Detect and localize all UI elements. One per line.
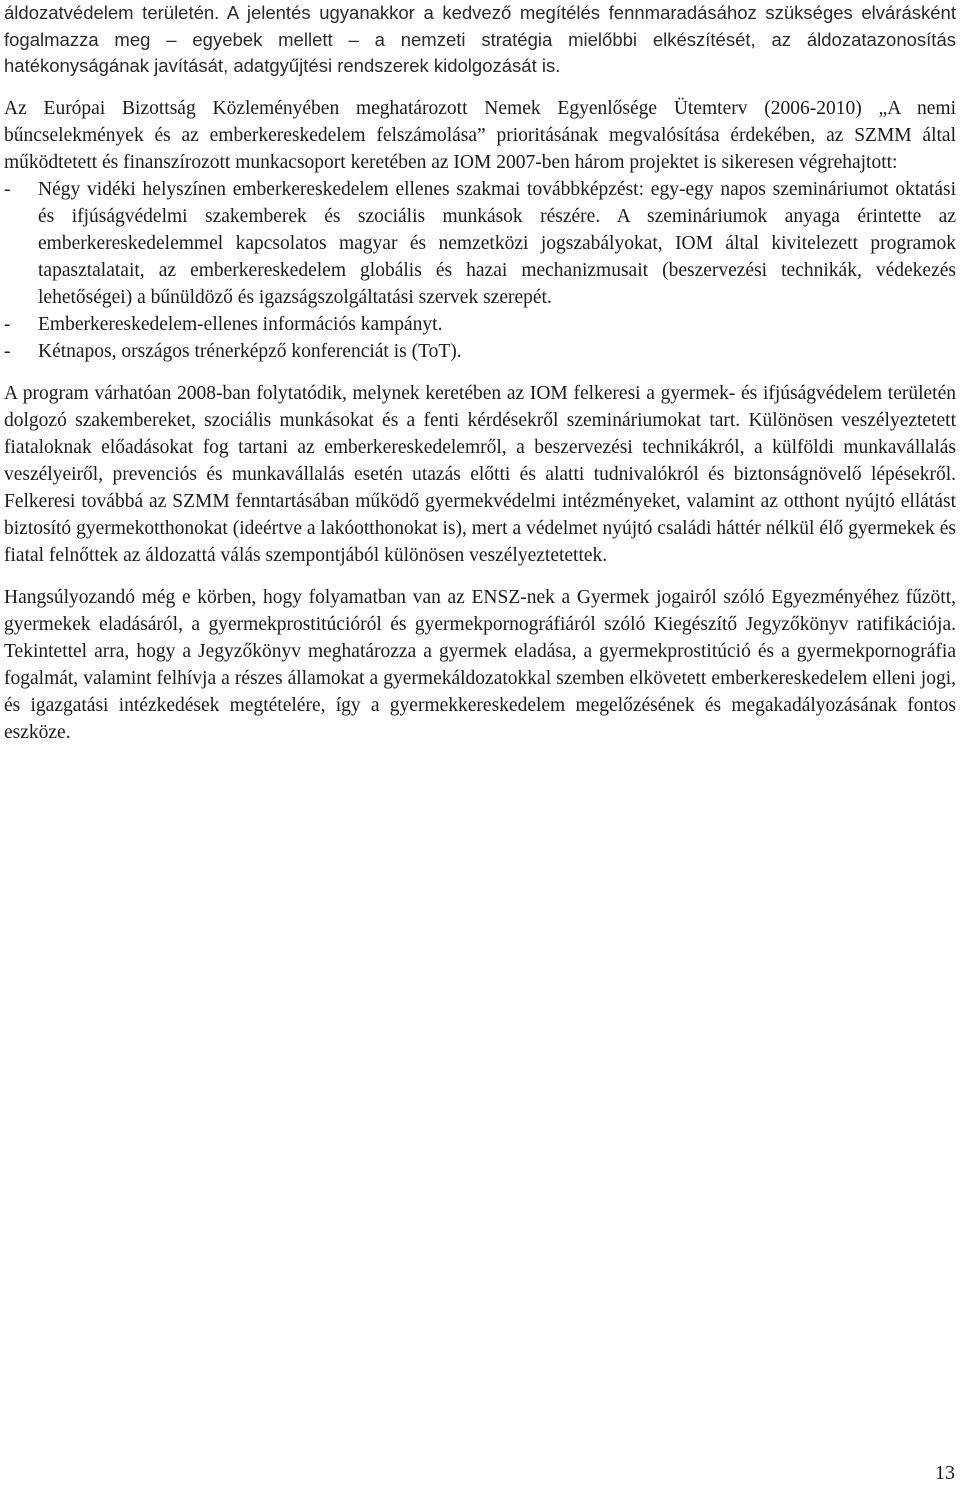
list-dash: - <box>4 340 11 362</box>
list-item <box>4 338 956 365</box>
paragraph-program-2008: A program várhatóan 2008-ban folytatódik, melynek keretében az IOM felkeresi a gyermek- és ifjúságvédelem területén dolgozó szakembereket, szociális munkásokat és a fenti kérdésekről szemináriumokat tart. Különösen veszélyeztetett fiataloknak előadásokat fog tartani az emberkereskedelemről, a beszervezési technikákról, a külföldi munkavállalás veszélyeiről, prevenciós és munkavállalás esetén utazás előtti és alatti tudnivalókról és biztonságnövelő lépésekről. Felkeresi továbbá az SZMM fenntartásában működő gyermekvédelmi intézményeket, valamint az otthont nyújtó ellátást biztosító gyermekotthonokat (ideértve a lakóotthonokat is), mert a védelmet nyújtó családi háttér nélkül élő gyermekek és fiatal felnőttek az áldozattá válás szempontjából különösen veszélyeztetettek. <box>4 382 956 566</box>
document-page <box>4 0 956 746</box>
list-item <box>4 176 956 311</box>
paragraph-gender-equality-roadmap: Az Európai Bizottság Közleményében meghatározott Nemek Egyenlősége Ütemterv (2006-2010) „A nemi bűncselekmények és az emberkereskedelem felszámolása” prioritásának megvalósítása érdekében, az SZMM által működtetett és finanszírozott munkacsoport keretében az IOM 2007-ben három projektet is sikeresen végrehajtott: <box>4 97 956 173</box>
paragraph-un-protocol: Hangsúlyozandó még e körben, hogy folyamatban van az ENSZ-nek a Gyermek jogairól szóló Egyezményéhez fűzött, gyermekek eladásáról, a gyermekprostitúcióról és gyermekpornográfiáról szóló Kiegészítő Jegyzőkönyv ratifikációja. Tekintettel arra, hogy a Jegyzőkönyv meghatározza a gyermek eladása, a gyermekprostitúció és a gyermekpornográfia fogalmát, valamint felhívja a részes államokat a gyermekáldozatokkal szemben elkövetett emberkereskedelem elleni jogi, és igazgatási intézkedések megtételére, így a gyermekkereskedelem megelőzésének és megakadályozásának fontos eszköze. <box>4 586 956 743</box>
page-number: 13 <box>935 1462 955 1484</box>
list-item-text: Kétnapos, országos trénerképző konferenciát is (ToT). <box>38 340 462 362</box>
project-list <box>4 176 956 365</box>
list-item-text: Négy vidéki helyszínen emberkereskedelem ellenes szakmai továbbképzést: egy-egy napos szemináriumot oktatási és ifjúságvédelmi szakemberek és szociális munkások részére. A szemináriumok anyaga érintette az emberkereskedelemmel kapcsolatos magyar és nemzetközi jogszabályokat, IOM által kivitelezett programok tapasztalatait, az emberkereskedelem globális és hazai mechanizmusait (beszervezési technikák, védekezés lehetőségei) a bűnüldöző és igazságszolgáltatási szervek szerepét. <box>38 178 956 308</box>
list-item-text: Emberkereskedelem-ellenes információs kampányt. <box>38 313 443 335</box>
list-item <box>4 311 956 338</box>
intro-paragraph: áldozatvédelem területén. A jelentés ugyanakkor a kedvező megítélés fennmaradásához szükséges elvárásként fogalmazza meg – egyebek mellett – a nemzeti stratégia mielőbbi elkészítését, az áldozatazonosítás hatékonyságának javítását, adatgyűjtési rendszerek kidolgozását is. <box>4 2 956 76</box>
list-dash: - <box>4 313 11 335</box>
list-dash: - <box>4 178 11 200</box>
